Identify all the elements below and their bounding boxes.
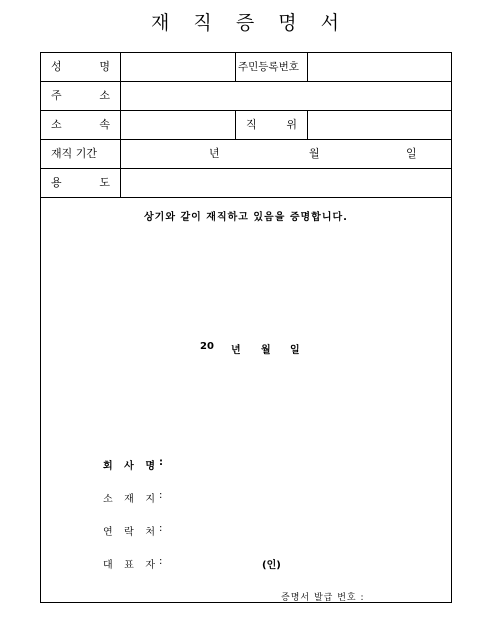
company-field[interactable] [169, 454, 319, 468]
label-address: 주 소 [41, 82, 121, 110]
label-purpose: 용 도 [41, 169, 121, 197]
row-name [41, 53, 451, 82]
address-field[interactable] [121, 82, 451, 110]
issue-year: 년 [231, 345, 241, 356]
location-field[interactable] [169, 487, 319, 501]
purpose-field[interactable] [121, 169, 451, 197]
label-position: 직 위 [236, 111, 308, 139]
label-location: 소 재 지 [103, 494, 155, 505]
issue-day: 일 [290, 345, 300, 356]
label-rrn: 주민등록번호 [236, 53, 308, 81]
period-year: 년 [209, 147, 220, 160]
document-title: 재 직 증 명 서 [151, 12, 348, 34]
rrn-field[interactable] [308, 53, 451, 81]
certificate-number-label: 증명서 발급 번호 : [281, 593, 365, 603]
contact-field[interactable] [169, 520, 319, 534]
issue-month: 월 [261, 345, 271, 356]
name-field[interactable] [121, 53, 236, 81]
row-period [41, 140, 451, 169]
period-field[interactable] [121, 140, 451, 168]
period-month: 월 [309, 147, 320, 160]
period-day: 일 [406, 147, 417, 160]
label-affiliation: 소 속 [41, 111, 121, 139]
certification-statement: 상기와 같이 재직하고 있음을 증명합니다. [144, 212, 348, 223]
row-address [41, 82, 451, 111]
issue-year-prefix: 20 [200, 341, 214, 352]
label-ceo: 대 표 자 [103, 560, 155, 571]
certificate-number-field[interactable] [377, 587, 447, 601]
position-field[interactable] [308, 111, 451, 139]
label-period: 재직 기간 [41, 140, 121, 168]
affiliation-field[interactable] [121, 111, 236, 139]
label-contact: 연 락 처 [103, 527, 155, 538]
label-name: 성 명 [41, 53, 121, 81]
row-affiliation [41, 111, 451, 140]
seal-mark: (인) [262, 560, 281, 571]
certificate-form: 성 명 주민등록번호 주 소 소 속 직 위 재직 기간 년 월 일 용 도 상기와 같이 재직하고 있음을 증명합니다. 20 년 월 일 회 사 명 : 소 재 지 : 연 락 처 : 대 표 자 : (인) 증명서 발급 번호 : [40, 52, 452, 603]
label-company: 회 사 명 [103, 461, 155, 472]
row-purpose [41, 169, 451, 198]
